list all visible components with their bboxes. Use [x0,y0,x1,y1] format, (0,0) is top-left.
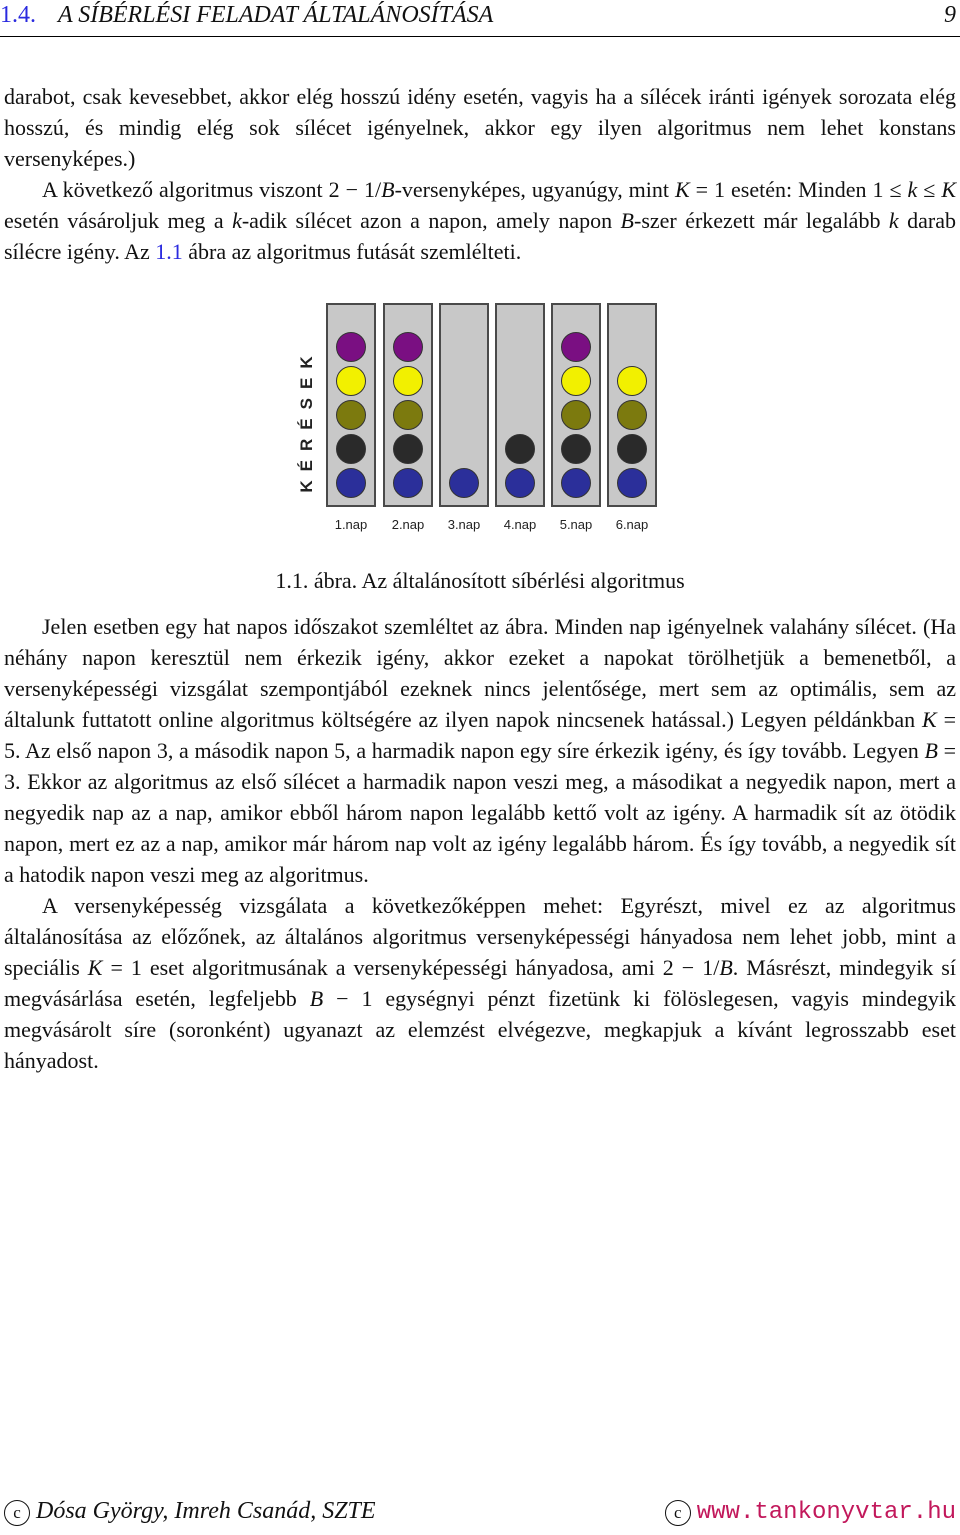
request-dot-olive [618,401,647,430]
request-dot-black [618,435,647,464]
day-label: 2.nap [391,517,425,532]
request-dot-blue [618,469,647,498]
day-label: 1.nap [334,517,368,532]
day-label: 3.nap [447,517,481,532]
day-label: 6.nap [615,517,649,532]
day-label: 5.nap [559,517,593,532]
request-dot-yellow [562,367,591,396]
request-dot-black [562,435,591,464]
authors-text: Dósa György, Imreh Csanád, SZTE [36,1498,376,1524]
copyright-icon: c [4,1500,30,1526]
vertical-label-requests: KÉRÉSEK [297,347,316,493]
request-dot-purple [394,333,423,362]
figure-diagram [283,296,673,538]
request-dot-blue [450,469,479,498]
paragraph-2-block [4,611,956,1076]
page-number: 9 [944,2,956,28]
request-dot-purple [562,333,591,362]
request-dot-yellow [618,367,647,396]
section-number: 1.4. [0,2,36,28]
request-dot-black [506,435,535,464]
request-dot-black [394,435,423,464]
day-label: 4.nap [503,517,537,532]
section-title: A SÍBÉRLÉSI FELADAT ÁLTALÁNOSÍTÁSA [58,2,494,28]
request-dot-blue [506,469,535,498]
copyright-icon: c [665,1500,691,1526]
request-dot-blue [562,469,591,498]
request-dot-olive [394,401,423,430]
paragraph-1 [4,81,956,267]
request-dot-blue [337,469,366,498]
request-dot-purple [337,333,366,362]
figure-reference-link[interactable]: 1.1 [155,239,183,264]
paragraph-3: A versenyképesség vizsgálata a következőképpen mehet: Egyrészt, mivel ez az algoritmus általánosítása az előzőnek, az általános algoritmus versenyképességi hányadosa nem lehet jobb, mint a speciális K = 1 eset algoritmusának a versenyképességi hányadosa, ami 2 − 1/B. Másrészt, mindegyik sí megvásárlása esetén, legfeljebb B − 1 egységnyi pénzt fizetünk ki fölöslegesen, vagyis mindegyik megvásárolt síre (soronként) ugyanazt az elemzést elvégezve, megkapjuk a kívánt legrosszabb eset hányadost. [4,893,957,1073]
request-dot-black [337,435,366,464]
paragraph-1-continuation: darabot, csak kevesebbet, akkor elég hosszú idény esetén, vagyis ha a sílécek iránti igények sorozata elég hosszú, és mindig elég sok sílécet igényelnek, akkor egy ilyen algoritmus nem lehet konstans versenyképes.) [4,84,956,171]
running-header [0,0,960,37]
footer-site [665,1498,956,1526]
request-dot-olive [337,401,366,430]
footer-authors [4,1498,376,1526]
request-dot-blue [394,469,423,498]
paragraph-1-algorithm: A következő algoritmus viszont 2 − 1/B-versenyképes, ugyanúgy, mint K = 1 esetén: Minden 1 ≤ k ≤ K esetén vásároljuk meg a k-adik sílécet azon a napon, amely napon B-szer érkezett már legalább k darab sílécre igény. Az 1.1 ábra az algoritmus futását szemlélteti. [4,177,956,264]
request-dot-yellow [337,367,366,396]
figure-caption: 1.1. ábra. Az általánosított síbérlési algoritmus [275,568,685,593]
request-dot-yellow [394,367,423,396]
figure-ski-requests [283,296,673,538]
request-dot-olive [562,401,591,430]
site-link[interactable]: www.tankonyvtar.hu [696,1499,956,1526]
paragraph-2: Jelen esetben egy hat napos időszakot szemléltet az ábra. Minden nap igényelnek valahány sílécet. (Ha néhány napon keresztül nem érkezik igény, akkor ezeket a napokat törölhetjük a bemenetből, a versenyképességi vizsgálat szempontjából ezeknek nincs jelentősége, mert sem az optimális, sem az általunk futtatott online algoritmus költségére az ilyen napok nincsenek hatással.) Legyen példánkban K = 5. Az első napon 3, a második napon 5, a harmadik napon egy síre érkezik igény, és így tovább. Legyen B = 3. Ekkor az algoritmus az első sílécet a harmadik napon veszi meg, a másodikat a negyedik napon, mert a negyedik nap az a nap, amikor ebből három napon legalább kettő volt az igény. A harmadik sít az ötödik napon, mert ez az a nap, amikor már három nap volt az igény legalább három. És így tovább, a negyedik sít a hatodik napon veszi meg az algoritmus. [4,614,956,887]
